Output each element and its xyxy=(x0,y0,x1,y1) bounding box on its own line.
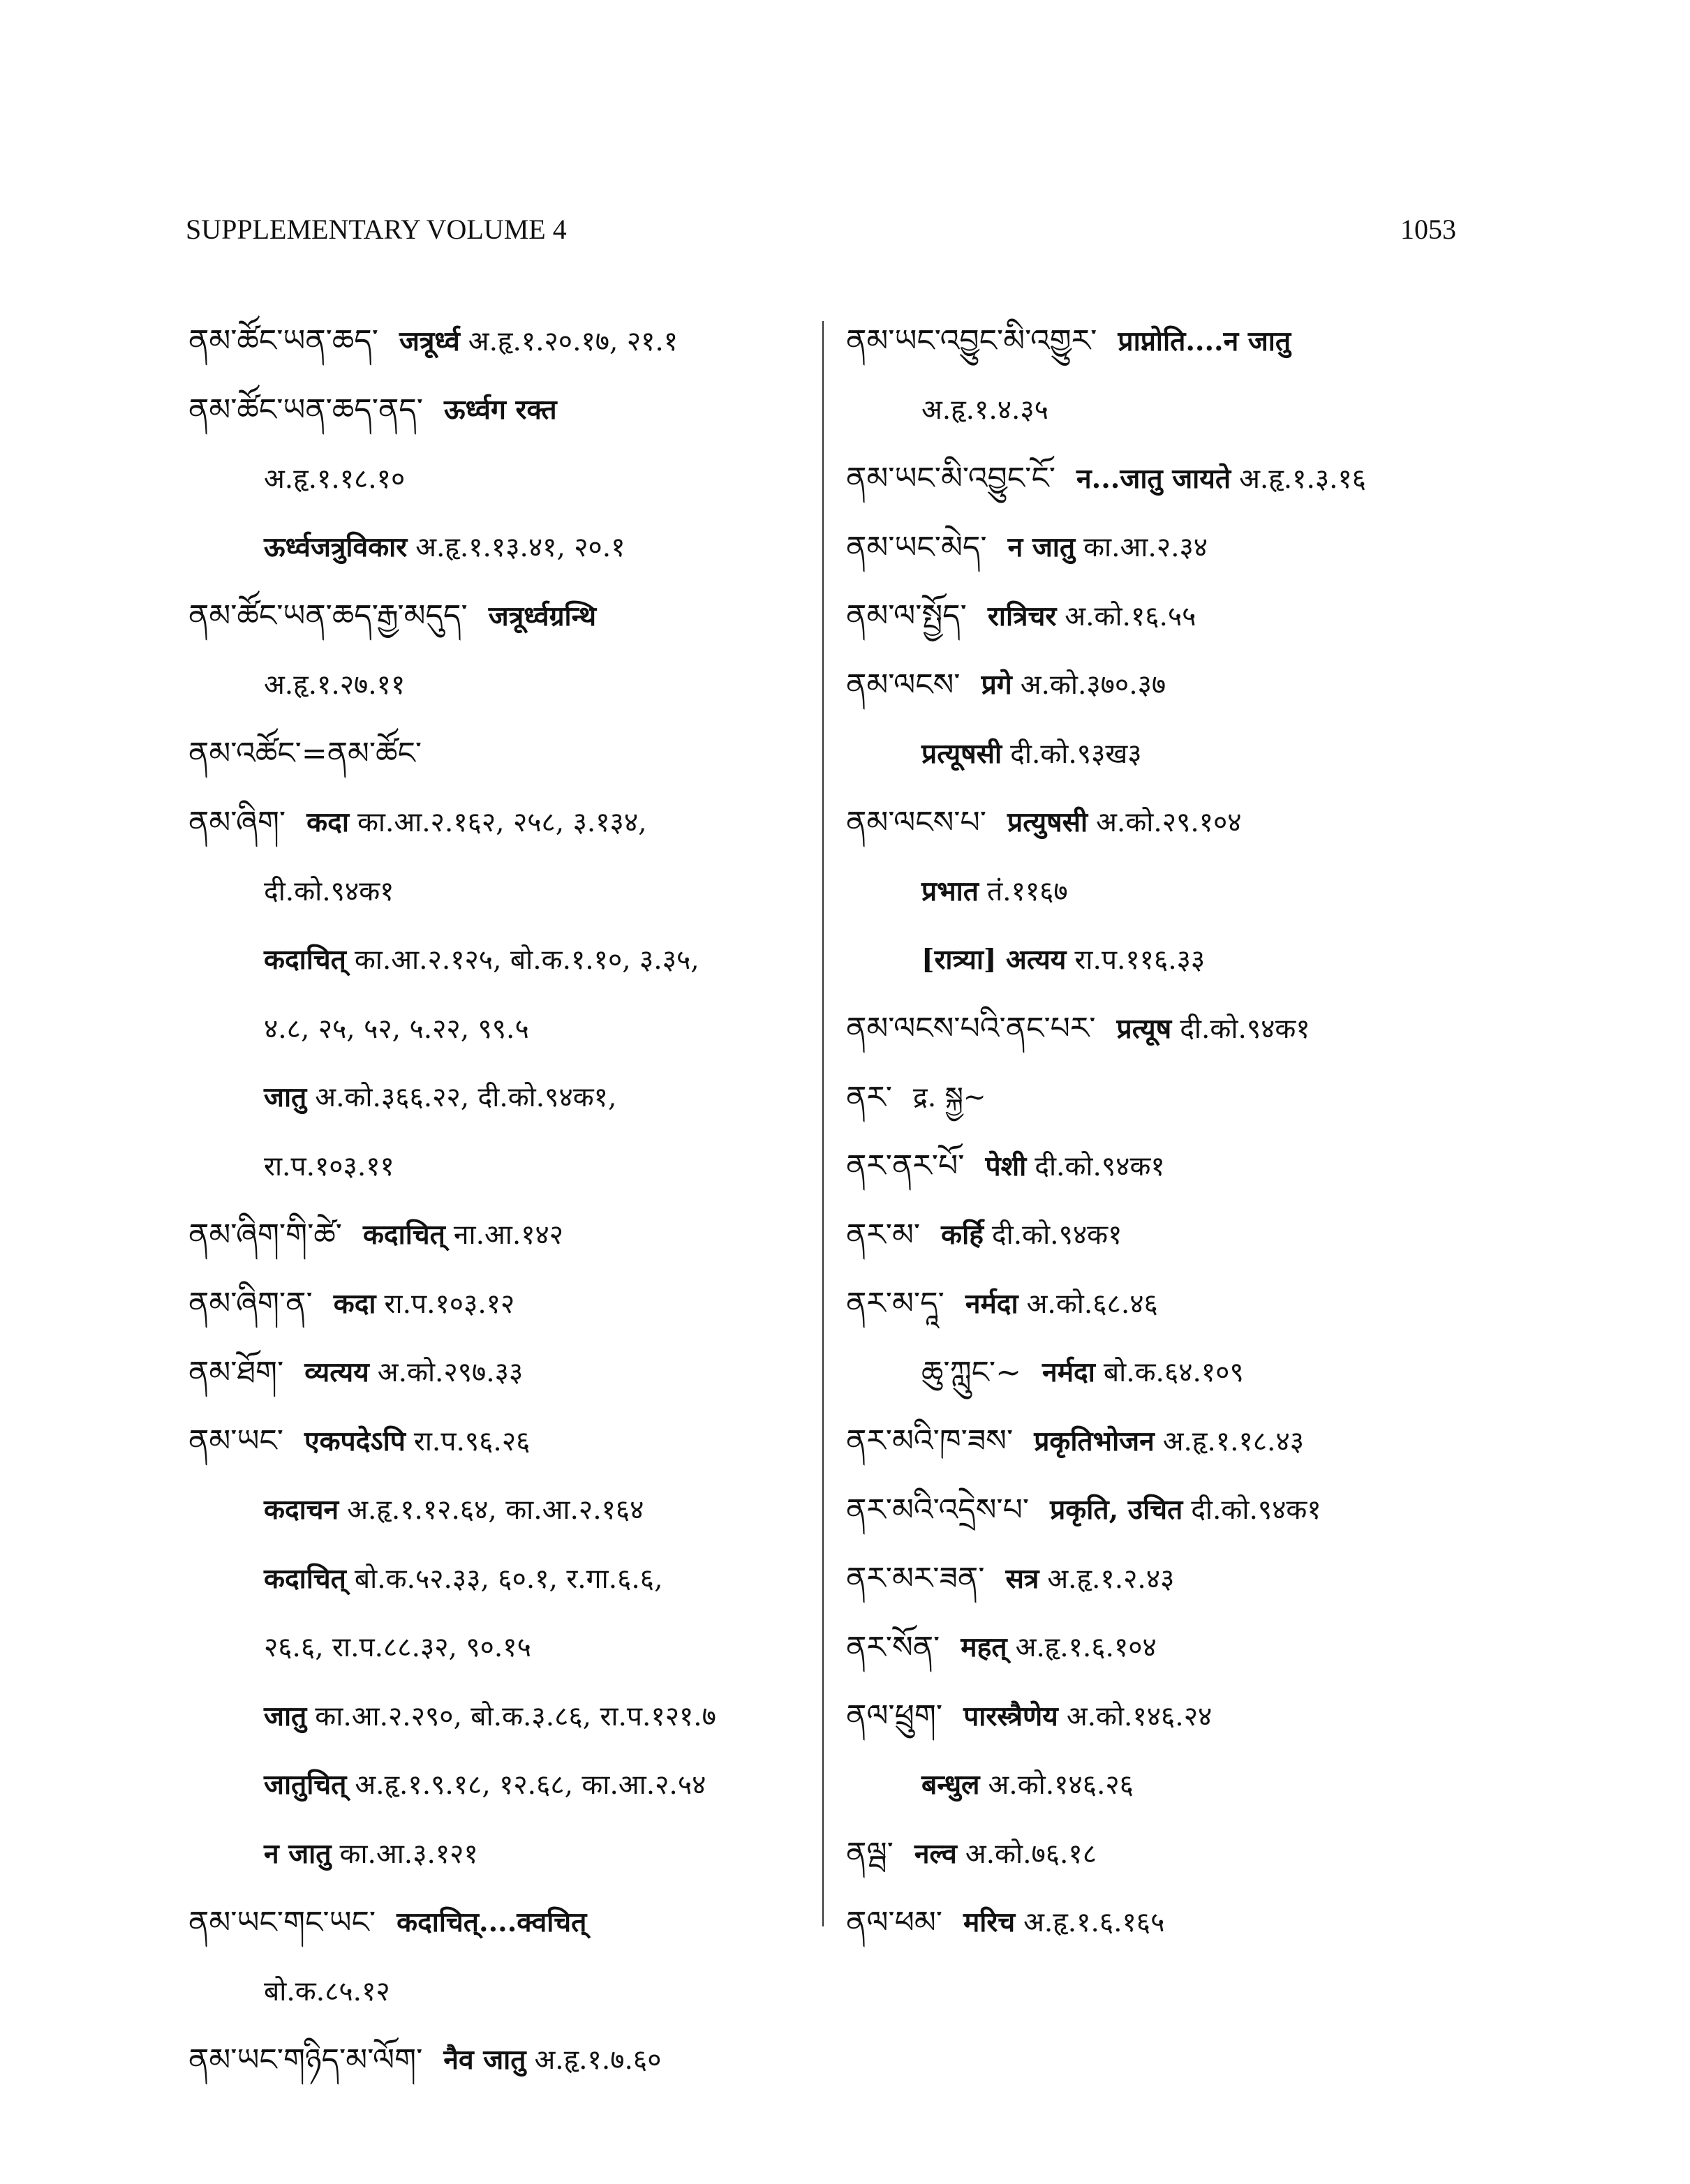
dictionary-line xyxy=(188,1682,817,1751)
reference-text: अ.को.३६६.२२, दी.को.९४क१, xyxy=(315,1082,617,1114)
tibetan-headword: ནར་མ་ xyxy=(846,1217,921,1253)
sanskrit-equivalent: प्रत्यूष xyxy=(1116,1012,1172,1045)
dictionary-line xyxy=(846,1201,1474,1270)
dictionary-line xyxy=(188,1476,817,1545)
page-header xyxy=(186,207,1456,251)
dictionary-line xyxy=(846,720,1474,789)
reference-text: बो.क.६४.१०९ xyxy=(1103,1357,1244,1389)
tibetan-headword: ནམ་ཡང་ xyxy=(188,1423,284,1459)
reference-text: दी.को.९४क१ xyxy=(1191,1494,1321,1526)
dictionary-line xyxy=(846,1339,1474,1408)
dictionary-line xyxy=(846,514,1474,583)
reference-text: दी.को.९४क१ xyxy=(1035,1150,1165,1182)
dictionary-line xyxy=(846,445,1474,514)
tibetan-headword: ནམ་འཚོང་=ནམ་ཚོང་ xyxy=(188,736,422,772)
sanskrit-equivalent: पारस्त्रैणेय xyxy=(963,1700,1058,1732)
dictionary-line xyxy=(188,1820,817,1889)
dictionary-line xyxy=(846,1270,1474,1339)
sanskrit-equivalent: व्यत्यय xyxy=(304,1356,369,1389)
sanskrit-equivalent: महत् xyxy=(961,1631,1007,1664)
reference-text: रा.प.९६.२६ xyxy=(413,1425,531,1457)
dictionary-line xyxy=(188,514,817,583)
dictionary-line xyxy=(846,857,1474,926)
tibetan-headword: ནམ་ཚོང་ཡན་ཆད་རྒྱ་མདུད་ xyxy=(188,598,468,634)
dictionary-line xyxy=(188,1132,817,1201)
reference-text: अ.हृ.१.९.१८, १२.६८, का.आ.२.५४ xyxy=(355,1769,706,1802)
sanskrit-equivalent: जातु xyxy=(264,1700,307,1732)
reference-text: ना.आ.१४२ xyxy=(453,1219,564,1251)
sanskrit-equivalent: प्रत्यूषसी xyxy=(921,737,1002,770)
dictionary-line xyxy=(846,1614,1474,1683)
reference-text: अ.हृ.१.३.१६ xyxy=(1239,463,1367,495)
dictionary-line xyxy=(846,1476,1474,1545)
dictionary-line xyxy=(846,995,1474,1064)
sanskrit-equivalent: जातुचित् xyxy=(264,1769,347,1802)
dictionary-line xyxy=(846,651,1474,720)
tibetan-headword: ནམ་ཚོང་ཡན་ཆད་ནད་ xyxy=(188,392,424,428)
reference-text: अ.हृ.१.२.४३ xyxy=(1047,1563,1175,1595)
sanskrit-equivalent: ऊर्ध्वग रक्त xyxy=(444,394,557,426)
tibetan-headword: ནམ་ཡང་མེད་ xyxy=(846,529,987,565)
reference-text: बो.क.५२.३३, ६०.१, र.गा.६.६, xyxy=(354,1563,663,1595)
reference-text: अ.हृ.१.१३.४१, २०.१ xyxy=(415,532,625,564)
tibetan-headword: ནལྦ་ xyxy=(846,1836,894,1872)
dictionary-line xyxy=(188,1545,817,1614)
dictionary-line xyxy=(188,1889,817,1958)
sanskrit-equivalent: एकपदेऽपि xyxy=(304,1425,406,1457)
dictionary-line xyxy=(188,2026,817,2095)
sanskrit-equivalent: कदाचित् xyxy=(264,1562,346,1595)
tibetan-headword: ནམ་ཡང་གང་ཡང་ xyxy=(188,1904,376,1940)
reference-text: रा.प.११६.३३ xyxy=(1074,944,1206,976)
sanskrit-equivalent: नर्मदा xyxy=(965,1287,1018,1320)
reference-text: अ.को.६८.४६ xyxy=(1026,1288,1158,1320)
sanskrit-equivalent: बन्धुल xyxy=(921,1769,980,1802)
dictionary-line xyxy=(188,582,817,651)
dictionary-line xyxy=(846,1820,1474,1889)
dictionary-line xyxy=(188,995,817,1064)
sanskrit-equivalent: जत्रूर्ध्वग्रन्थि xyxy=(488,600,596,632)
reference-text: अ.को.२९७.३३ xyxy=(377,1357,524,1389)
reference-text: दी.को.९४क१ xyxy=(991,1219,1122,1251)
dictionary-line xyxy=(846,1889,1474,1958)
sanskrit-equivalent: कदाचित् xyxy=(264,944,346,976)
dictionary-line xyxy=(846,1682,1474,1751)
tibetan-headword: ནར་མ་དཱ་ xyxy=(846,1286,944,1322)
reference-text: अ.को.२९.१०४ xyxy=(1096,807,1242,839)
dictionary-line xyxy=(188,651,817,720)
tibetan-headword: ནམ་ཐོག་ xyxy=(188,1354,284,1390)
reference-text: का.आ.२.२९०, बो.क.३.८६, रा.प.१२१.७ xyxy=(315,1700,716,1732)
reference-text: बो.क.८५.१२ xyxy=(264,1975,390,2007)
reference-text: अ.को.१४६.२४ xyxy=(1066,1700,1213,1732)
dictionary-line xyxy=(188,857,817,926)
tibetan-headword: ནམ་ལངས་པའི་ནང་པར་ xyxy=(846,1011,1096,1047)
reference-text: तं.११६७ xyxy=(986,875,1068,907)
tibetan-headword: ནམ་ལ་སྤྱོད་ xyxy=(846,598,967,634)
dictionary-line xyxy=(846,582,1474,651)
dictionary-line xyxy=(188,1270,817,1339)
tibetan-headword: ནར་སོན་ xyxy=(846,1629,940,1665)
reference-text: अ.हृ.१.१८.४३ xyxy=(1162,1425,1304,1457)
dictionary-line xyxy=(846,1407,1474,1476)
sanskrit-equivalent: कदाचित्....क्वचित् xyxy=(396,1906,587,1939)
page-number: 1053 xyxy=(1400,213,1456,245)
sanskrit-equivalent: नर्मदा xyxy=(1042,1356,1095,1389)
reference-text: का.आ.२.१६२, २५८, ३.१३४, xyxy=(357,807,647,839)
reference-text: का.आ.२.३४ xyxy=(1083,532,1208,564)
sanskrit-equivalent: न...जातु जायते xyxy=(1076,462,1231,495)
dictionary-line xyxy=(846,307,1474,376)
sanskrit-equivalent: सत्र xyxy=(1005,1562,1039,1595)
tibetan-headword: ནར་ xyxy=(846,1079,892,1115)
dictionary-line xyxy=(846,1751,1474,1820)
sanskrit-equivalent: जत्रूर्ध्व xyxy=(399,325,460,357)
dictionary-line xyxy=(188,376,817,445)
dictionary-line xyxy=(188,720,817,789)
dictionary-line xyxy=(188,307,817,376)
dictionary-line xyxy=(188,445,817,514)
tibetan-headword: ནམ་ཡང་མི་འབྱུང་ངོ་ xyxy=(846,461,1055,497)
reference-text: अ.हृ.१.७.६० xyxy=(534,2044,662,2077)
reference-text: अ.को.१६.५५ xyxy=(1065,600,1196,632)
reference-text: अ.हृ.१.२७.११ xyxy=(264,669,406,701)
reference-text: द्र. སྐྱ~ xyxy=(913,1082,986,1114)
right-column xyxy=(846,307,1474,1957)
tibetan-headword: ཆུ་ཀླུང་~ xyxy=(921,1354,1022,1390)
tibetan-headword: ནམ་ཡང་འབྱུང་མི་འགྱུར་ xyxy=(846,323,1097,359)
sanskrit-equivalent: जातु xyxy=(264,1081,307,1114)
sanskrit-equivalent: कदा xyxy=(333,1287,376,1320)
sanskrit-equivalent: कर्हि xyxy=(941,1219,984,1251)
sanskrit-equivalent: कदाचन xyxy=(264,1494,339,1526)
sanskrit-equivalent: नल्व xyxy=(914,1837,957,1870)
reference-text: का.आ.२.१२५, बो.क.१.१०, ३.३५, xyxy=(354,944,699,976)
sanskrit-equivalent: प्रकृतिभोजन xyxy=(1034,1425,1155,1457)
reference-text: अ.हृ.१.६.१०४ xyxy=(1015,1632,1157,1664)
dictionary-line xyxy=(846,1064,1474,1133)
sanskrit-equivalent: प्रत्युषसी xyxy=(1007,806,1088,839)
sanskrit-equivalent: न जातु xyxy=(264,1837,332,1870)
tibetan-headword: ནམ་ཞིག་གི་ཚེ་ xyxy=(188,1217,342,1253)
dictionary-line xyxy=(188,1751,817,1820)
reference-text: अ.हृ.१.२०.१७, २१.१ xyxy=(468,325,679,357)
tibetan-headword: ནམ་ཞིག་ན་ xyxy=(188,1286,313,1322)
dictionary-line xyxy=(188,1339,817,1408)
reference-text: का.आ.३.१२१ xyxy=(339,1838,478,1870)
dictionary-line xyxy=(188,1957,817,2026)
sanskrit-equivalent: नैव जातु xyxy=(443,2044,526,2077)
left-column xyxy=(188,307,817,2095)
tibetan-headword: ནམ་ཡང་གཉིད་མ་ལོག་ xyxy=(188,2042,423,2078)
sanskrit-equivalent: प्रकृति, उचित xyxy=(1050,1494,1183,1526)
dictionary-line xyxy=(188,789,817,858)
tibetan-headword: ནམ་ཞིག་ xyxy=(188,804,286,840)
dictionary-line xyxy=(846,926,1474,995)
reference-text: अ.हृ.१.१२.६४, का.आ.२.१६४ xyxy=(347,1494,644,1526)
sanskrit-equivalent: [रात्र्या] अत्यय xyxy=(921,944,1067,976)
reference-text: दी.को.९३ख३ xyxy=(1010,738,1142,770)
dictionary-line xyxy=(188,1614,817,1683)
tibetan-headword: ནར་མའི་འདྲེས་པ་ xyxy=(846,1492,1030,1528)
tibetan-headword: ནར་མར་ཟན་ xyxy=(846,1561,985,1597)
sanskrit-equivalent: ऊर्ध्वजत्रुविकार xyxy=(264,531,408,564)
dictionary-line xyxy=(846,376,1474,445)
reference-text: रा.प.१०३.१२ xyxy=(384,1288,515,1320)
sanskrit-equivalent: कदाचित् xyxy=(362,1219,445,1251)
sanskrit-equivalent: मरिच xyxy=(963,1906,1016,1939)
reference-text: २६.६, रा.प.८८.३२, ९०.१५ xyxy=(264,1632,531,1664)
reference-text: अ.को.१४६.२६ xyxy=(988,1769,1134,1802)
tibetan-headword: ནམ་ལངས་ xyxy=(846,667,961,703)
reference-text: अ.हृ.१.६.१६५ xyxy=(1023,1907,1165,1939)
dictionary-line xyxy=(846,1132,1474,1201)
dictionary-line xyxy=(188,1201,817,1270)
tibetan-headword: ནར་མའི་ཁ་ཟས་ xyxy=(846,1423,1014,1459)
tibetan-headword: ནམ་ཚོང་ཡན་ཆད་ xyxy=(188,323,378,359)
sanskrit-equivalent: कदा xyxy=(306,806,349,839)
sanskrit-equivalent: प्रभात xyxy=(921,875,979,907)
dictionary-line xyxy=(188,1064,817,1133)
dictionary-line xyxy=(188,1407,817,1476)
reference-text: अ.हृ.१.१८.१० xyxy=(264,463,406,495)
reference-text: अ.को.३७०.३७ xyxy=(1020,669,1166,701)
reference-text: अ.हृ.१.४.३५ xyxy=(921,394,1048,426)
tibetan-headword: ནར་ནར་པོ་ xyxy=(846,1148,965,1184)
sanskrit-equivalent: प्रगे xyxy=(981,669,1012,701)
sanskrit-equivalent: न जातु xyxy=(1007,531,1076,564)
tibetan-headword: ནམ་ལངས་པ་ xyxy=(846,804,986,840)
reference-text: रा.प.१०३.११ xyxy=(264,1150,394,1182)
column-divider xyxy=(822,321,824,1926)
reference-text: ४.८, २५, ५२, ५.२२, ९९.५ xyxy=(264,1013,529,1045)
reference-text: दी.को.९४क१ xyxy=(1180,1013,1310,1045)
sanskrit-equivalent: प्राप्नोति....न जातु xyxy=(1118,325,1291,357)
dictionary-line xyxy=(846,1545,1474,1614)
tibetan-headword: ནལ་ཕམ་ xyxy=(846,1904,942,1940)
dictionary-line xyxy=(846,789,1474,858)
tibetan-headword: ནལ་ཕྲུག་ xyxy=(846,1698,943,1734)
reference-text: दी.को.९४क१ xyxy=(264,875,394,907)
sanskrit-equivalent: रात्रिचर xyxy=(987,600,1057,632)
dictionary-line xyxy=(188,926,817,995)
reference-text: अ.को.७६.१८ xyxy=(965,1838,1097,1870)
sanskrit-equivalent: पेशी xyxy=(985,1150,1027,1182)
running-title: SUPPLEMENTARY VOLUME 4 xyxy=(186,213,567,245)
